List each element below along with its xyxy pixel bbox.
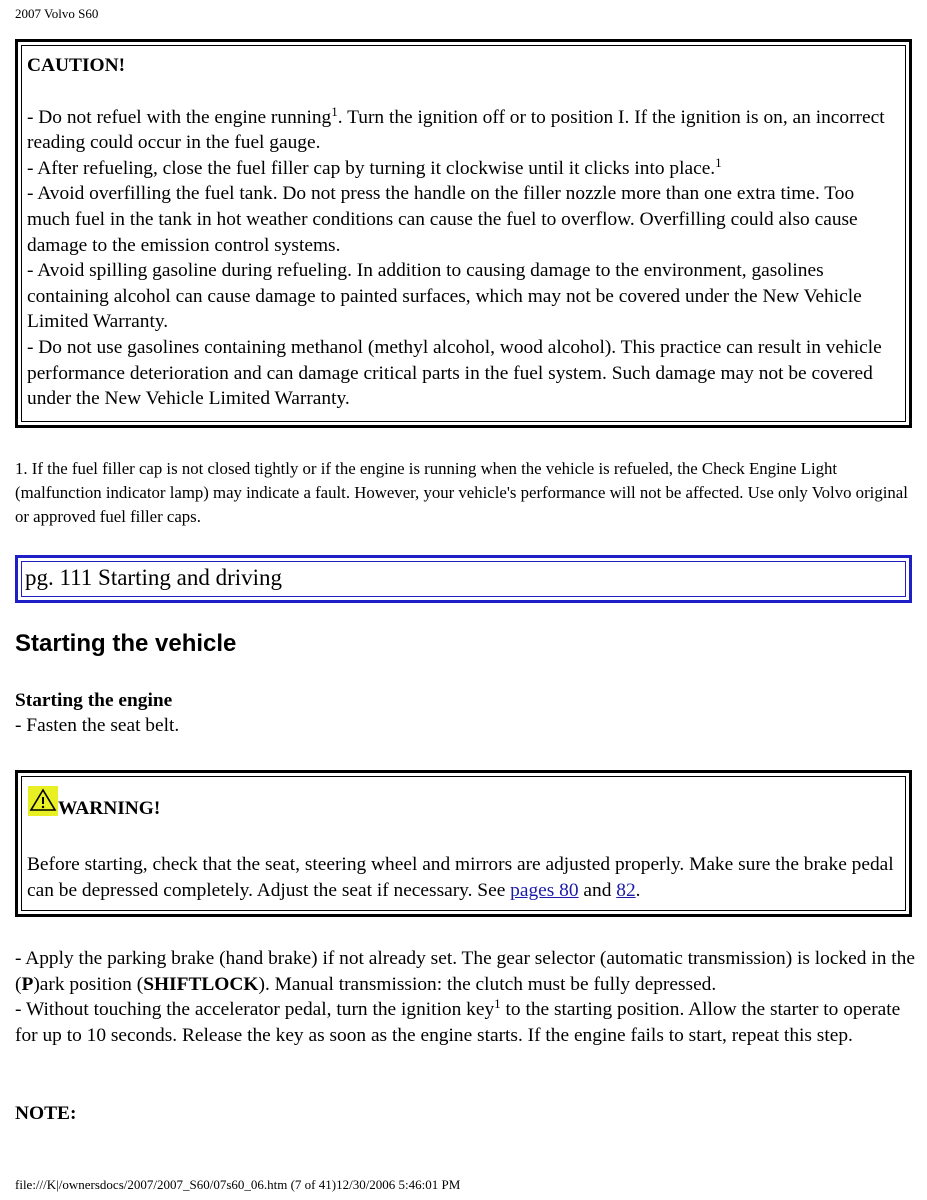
starting-steps	[15, 946, 915, 1048]
warning-box	[15, 770, 912, 917]
step-ignition-key	[15, 997, 915, 1048]
document-title: 2007 Volvo S60	[15, 6, 99, 21]
caution-heading: CAUTION!	[27, 55, 126, 76]
caution-text: - After refueling, close the fuel filler cap by turning it clockwise until it clicks into place.	[27, 157, 716, 179]
file-path-footer: file:///K|/ownersdocs/2007/2007_S60/07s60_06.htm (7 of 41)12/30/2006 5:46:01 PM	[15, 1177, 461, 1192]
step-text: )ark position (	[33, 973, 144, 995]
step-text: ). Manual transmission: the clutch must be fully depressed.	[258, 973, 717, 995]
link-page-82[interactable]: 82	[616, 879, 636, 901]
section-title: Starting the vehicle	[15, 630, 237, 657]
caution-paragraph-5: - Do not use gasolines containing methanol (methyl alcohol, wood alcohol). This practice can result in vehicle performance deterioration and can damage critical parts in the fuel system. Such damage may not be covered under the New Vehicle Limited Warranty.	[27, 336, 882, 410]
caution-paragraph-1	[27, 105, 897, 156]
caution-paragraph-3: - Avoid overfilling the fuel tank. Do not press the handle on the filler nozzle more than one extra time. Too much fuel in the tank in hot weather conditions can cause the fuel to overflow. Overfilling could also cause damage to the emission control systems.	[27, 183, 858, 256]
note-label: NOTE:	[15, 1103, 77, 1124]
caution-content	[27, 53, 897, 412]
footnote-ref: 1	[715, 154, 722, 170]
step-text: - Without touching the accelerator pedal, turn the ignition key	[15, 999, 495, 1021]
caution-paragraph-2	[27, 156, 897, 182]
caution-text: . Turn the ignition off or to position I. If the ignition is on, an incorrect reading could occur in the fuel gauge.	[27, 106, 885, 154]
step-parking-brake	[15, 946, 915, 997]
link-pages-80[interactable]: pages 80	[510, 879, 579, 901]
footnote-ref: 1	[494, 996, 501, 1012]
warning-text-part: .	[635, 879, 641, 901]
warning-heading: WARNING!	[58, 798, 161, 819]
footnote: 1. If the fuel filler cap is not closed tightly or if the engine is running when the vehicle is refueled, the Check Engine Light (malfunction indicator lamp) may indicate a fault. However, your vehicle's performance will not be affected. Use only Volvo original or approved fuel filler caps.	[15, 459, 908, 526]
footnote-ref: 1	[331, 103, 338, 119]
warning-text	[27, 852, 897, 903]
step-fasten-seat-belt: - Fasten the seat belt.	[15, 715, 180, 736]
shiftlock-label: SHIFTLOCK	[143, 973, 259, 995]
step-text: to the starting position. Allow the starter to operate for up to 10 seconds. Release the key as soon as the engine starts. If the engine fails to start, repeat this step.	[15, 999, 901, 1046]
subsection-title: Starting the engine	[15, 690, 173, 711]
warning-triangle-icon	[28, 786, 58, 816]
warning-text-part: Before starting, check that the seat, steering wheel and mirrors are adjusted properly. Make sure the brake pedal can be depressed completely. Adjust the seat if necessary. See	[27, 854, 894, 901]
warning-text-part: and	[578, 879, 617, 901]
caution-paragraph-4: - Avoid spilling gasoline during refueling. In addition to causing damage to the environment, gasolines containing alcohol can cause damage to painted surfaces, which may not be covered under the New Vehicle Limited Warranty.	[27, 260, 862, 333]
caution-text: - Do not refuel with the engine running	[27, 106, 332, 128]
step-text: - Apply the parking brake (hand brake) if not already set. The gear selector (automatic transmission) is locked in the (	[15, 948, 915, 995]
page-marker: pg. 111 Starting and driving	[25, 565, 283, 590]
page-marker-box	[15, 555, 912, 603]
caution-box	[15, 39, 912, 428]
park-letter: P	[21, 973, 34, 995]
